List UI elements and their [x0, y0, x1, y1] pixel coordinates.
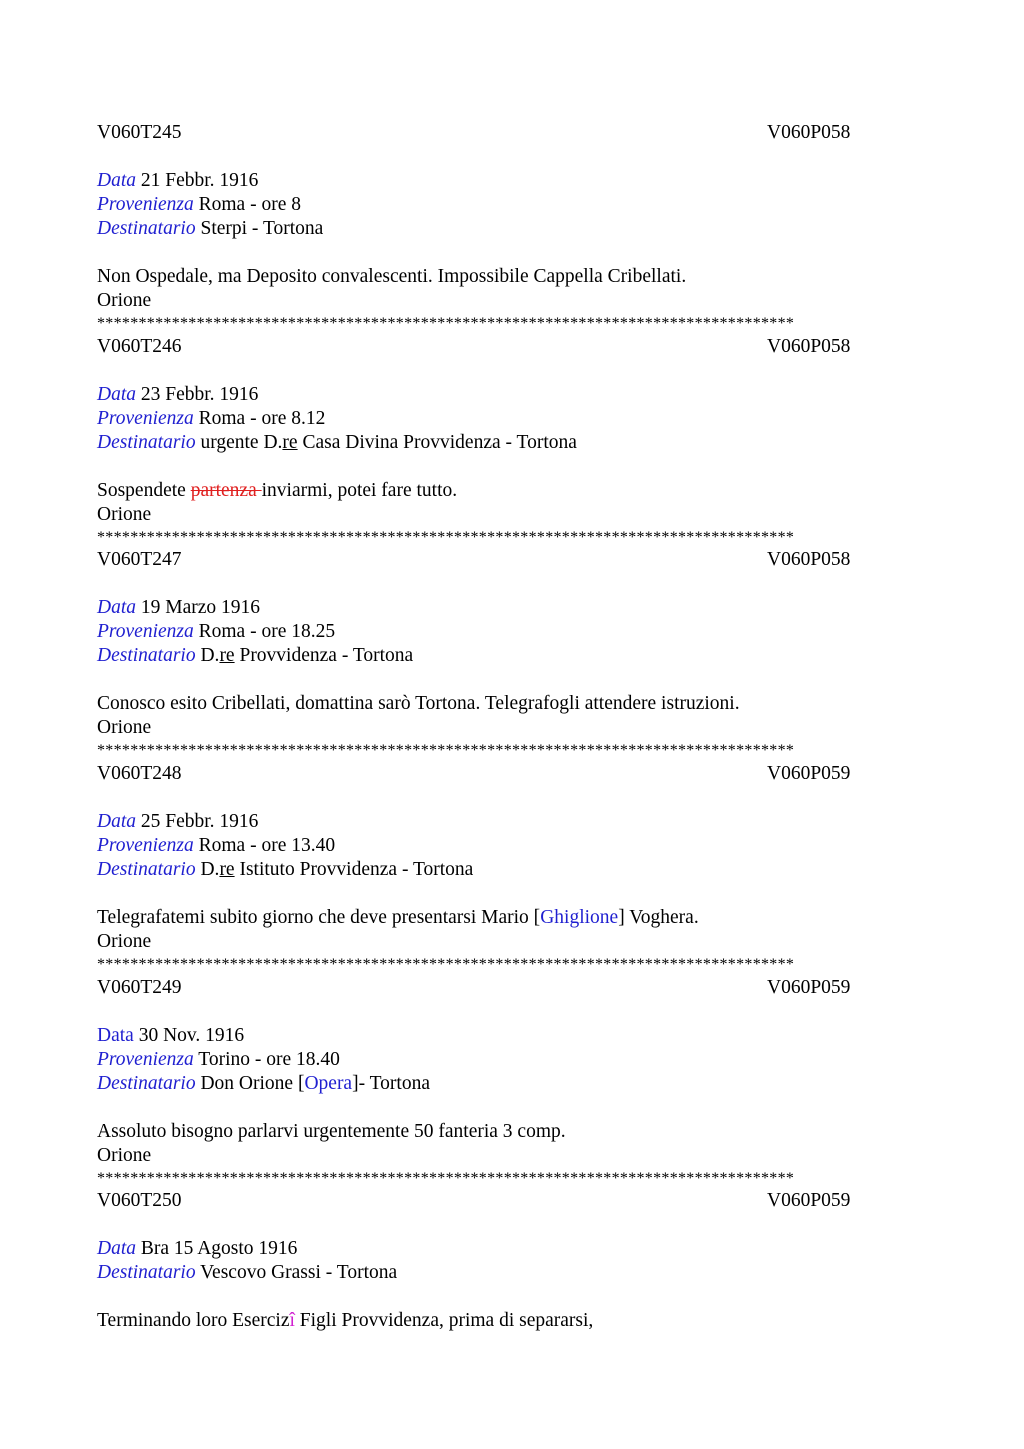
recipient-abbrev: re — [219, 859, 235, 880]
telegram-id: V060T245 — [97, 122, 182, 143]
recipient-line — [97, 644, 927, 668]
telegram-entry — [97, 976, 927, 1192]
recipient-abbrev: re — [282, 432, 298, 453]
recipient-line — [97, 1261, 927, 1285]
telegram-id: V060T247 — [97, 549, 182, 570]
origin-label: Provenienza — [97, 194, 194, 215]
telegram-id: V060T249 — [97, 977, 182, 998]
recipient-value-post: Casa Divina Provvidenza - Tortona — [297, 432, 577, 453]
separator: ************************************************************************************ — [97, 529, 795, 546]
telegram-entry — [97, 548, 927, 764]
telegram-entry — [97, 335, 927, 551]
separator: ************************************************************************************ — [97, 956, 795, 973]
telegram-entry — [97, 762, 927, 978]
recipient-label: Destinatario — [97, 218, 196, 239]
entry-header — [97, 548, 927, 572]
body-text: ] Voghera. — [618, 907, 699, 928]
origin-value: Roma - ore 18.25 — [198, 621, 336, 642]
origin-value: Torino - ore 18.40 — [198, 1049, 340, 1070]
origin-line — [97, 1048, 927, 1072]
entry-header — [97, 976, 927, 1000]
page-id: V060P058 — [767, 122, 851, 143]
recipient-value-pre: urgente D. — [200, 432, 283, 453]
recipient-value-pre: D. — [200, 645, 220, 666]
recipient-value-post: Istituto Provvidenza - Tortona — [234, 859, 474, 880]
body-text: Sospendete — [97, 480, 191, 501]
date-label: Data — [97, 1238, 136, 1259]
date-value: 25 Febbr. 1916 — [140, 811, 259, 832]
date-label: Data — [97, 811, 136, 832]
deleted-word: partenza — [190, 480, 262, 501]
page-id: V060P058 — [767, 336, 851, 357]
accent-mark: î — [289, 1310, 295, 1331]
recipient-label: Destinatario — [97, 859, 196, 880]
recipient-value-post: ]- Tortona — [352, 1073, 430, 1094]
signature: Orione — [97, 1145, 152, 1166]
date-value: 30 Nov. 1916 — [138, 1025, 245, 1046]
message-body: Assoluto bisogno parlarvi urgentemente 50 fanteria 3 comp. — [97, 1121, 566, 1142]
date-value: 19 Marzo 1916 — [140, 597, 261, 618]
origin-line — [97, 834, 927, 858]
origin-label: Provenienza — [97, 1049, 194, 1070]
date-value: 23 Febbr. 1916 — [140, 384, 259, 405]
entry-header — [97, 762, 927, 786]
recipient-label: Destinatario — [97, 1262, 196, 1283]
recipient-abbrev: re — [219, 645, 235, 666]
origin-label: Provenienza — [97, 408, 194, 429]
message-body — [97, 906, 927, 930]
recipient-label: Destinatario — [97, 432, 196, 453]
recipient-value: Sterpi - Tortona — [200, 218, 324, 239]
telegram-id: V060T248 — [97, 763, 182, 784]
recipient-label: Destinatario — [97, 645, 196, 666]
date-label: Data — [97, 170, 136, 191]
page-id: V060P059 — [767, 977, 851, 998]
editorial-insert: Ghiglione — [540, 907, 619, 928]
recipient-line — [97, 858, 927, 882]
telegram-id: V060T246 — [97, 336, 182, 357]
separator: ************************************************************************************ — [97, 315, 795, 332]
date-value: Bra 15 Agosto 1916 — [140, 1238, 298, 1259]
message-body — [97, 1309, 927, 1333]
origin-line — [97, 407, 927, 431]
telegram-id: V060T250 — [97, 1190, 182, 1211]
origin-value: Roma - ore 13.40 — [198, 835, 336, 856]
origin-value: Roma - ore 8.12 — [198, 408, 326, 429]
entry-header — [97, 1189, 927, 1213]
date-label: Data — [97, 597, 136, 618]
origin-label: Provenienza — [97, 835, 194, 856]
date-label: Data — [97, 1025, 134, 1046]
signature: Orione — [97, 290, 152, 311]
message-body — [97, 479, 927, 503]
recipient-line — [97, 217, 927, 241]
editorial-insert: Opera — [304, 1073, 353, 1094]
recipient-label: Destinatario — [97, 1073, 196, 1094]
date-value: 21 Febbr. 1916 — [140, 170, 259, 191]
body-text: Terminando loro Esercizî — [97, 1310, 295, 1331]
date-line — [97, 1237, 927, 1261]
telegram-entry — [97, 1189, 927, 1333]
recipient-line — [97, 431, 927, 455]
date-line — [97, 383, 927, 407]
page-id: V060P058 — [767, 549, 851, 570]
telegram-entry — [97, 121, 927, 337]
recipient-value-pre: Don Orione [ — [200, 1073, 305, 1094]
recipient-value: Vescovo Grassi - Tortona — [200, 1262, 398, 1283]
date-line — [97, 810, 927, 834]
separator: ************************************************************************************ — [97, 742, 795, 759]
recipient-line — [97, 1072, 927, 1096]
origin-line — [97, 193, 927, 217]
date-line — [97, 169, 927, 193]
origin-label: Provenienza — [97, 621, 194, 642]
body-text: Telegrafatemi subito giorno che deve presentarsi Mario [ — [97, 907, 541, 928]
signature: Orione — [97, 504, 152, 525]
recipient-value-pre: D. — [200, 859, 220, 880]
separator: ************************************************************************************ — [97, 1170, 795, 1187]
origin-value: Roma - ore 8 — [198, 194, 301, 215]
date-line — [97, 1024, 927, 1048]
body-text: Figli Provvidenza, prima di separarsi, — [294, 1310, 594, 1331]
body-text: inviarmi, potei fare tutto. — [261, 480, 458, 501]
message-body: Conosco esito Cribellati, domattina sarò Tortona. Telegrafogli attendere istruzioni. — [97, 693, 740, 714]
page-id: V060P059 — [767, 1190, 851, 1211]
origin-line — [97, 620, 927, 644]
entry-header — [97, 121, 927, 145]
entry-header — [97, 335, 927, 359]
recipient-value-post: Provvidenza - Tortona — [234, 645, 414, 666]
signature: Orione — [97, 931, 152, 952]
signature: Orione — [97, 717, 152, 738]
date-line — [97, 596, 927, 620]
message-body: Non Ospedale, ma Deposito convalescenti. Impossibile Cappella Cribellati. — [97, 266, 687, 287]
page-id: V060P059 — [767, 763, 851, 784]
date-label: Data — [97, 384, 136, 405]
